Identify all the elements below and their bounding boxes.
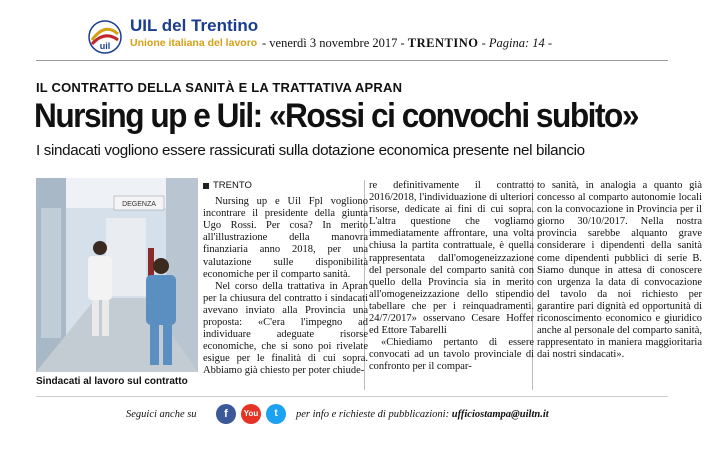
brand-subtitle: Unione italiana del lavoro: [130, 37, 258, 49]
publication-date: - venerdì 3 novembre 2017 -: [262, 36, 405, 50]
facebook-icon[interactable]: f: [216, 404, 236, 424]
dateline-text: TRENTO: [213, 180, 252, 191]
page-number: - Pagina: 14 -: [481, 36, 553, 50]
section-name: TRENTINO: [407, 36, 479, 50]
email-link[interactable]: ufficiostampa@uiltn.it: [451, 409, 549, 420]
dateline-marker-icon: [203, 183, 209, 189]
article-column-3: [537, 180, 702, 361]
article-column-2: [369, 180, 534, 374]
article-kicker: IL CONTRATTO DELLA SANITÀ E LA TRATTATIVA APRAN: [36, 80, 403, 95]
paragraph: Nel corso della trattativa in Apran per la chiusura del contratto i sindacati avevano inviato alla Provincia una proposta: «C'era l'impegno ad individuare adeguate risorse economiche, che si sono poi rivelate esigue per le finalità di cui sopra. Abbiamo già chiesto per poter chiude-: [203, 280, 368, 377]
logo-text: uil: [99, 41, 111, 51]
date-line: [262, 36, 552, 51]
article-column-1: [203, 180, 368, 378]
brand-name: UIL del Trentino: [130, 16, 259, 35]
degenza-sign: DEGENZA: [122, 201, 156, 208]
paragraph: Nursing up e Uil Fpl vogliono incontrare il presidente della giunta Ugo Rossi. Per cosa? In merito all'illustrazione della manovra finanziaria anno 2018, per una valutazione sulle disponibilità economiche per il comparto sanità.: [203, 196, 368, 280]
info-text: per info e richieste di pubblicazioni:: [296, 409, 450, 420]
youtube-icon[interactable]: You: [241, 404, 261, 424]
article-title: Nursing up e Uil: «Rossi ci convochi subito»: [34, 97, 638, 135]
header-divider: [36, 60, 668, 61]
footer-divider: [36, 396, 668, 397]
article-subtitle: I sindacati vogliono essere rassicurati sulla dotazione economica presente nel bilancio: [36, 142, 585, 159]
paragraph: «Chiediamo pertanto di essere convocati ad un tavolo provinciale di confronto per il compar-: [369, 337, 534, 373]
paragraph: re definitivamente il contratto 2016/2018, l'individuazione di ulteriori risorse, dedicate ai fini di cui sopra. L'altra questione che vogliamo immediatamente affrontare, una volta chiusa la partita contrattuale, è quella rappresentata dall'omogeneizzazione del personale del comparto sanità con quello della Provincia sia in merito all'omogeneizzazione dello stipendio tabellare che per i reinquadramenti. 24/7/2017» osservano Cesare Hoffer ed Ettore Tabarelli: [369, 180, 534, 337]
hospital-corridor-image: [36, 178, 198, 372]
article-photo: [36, 178, 198, 372]
dateline: [203, 180, 368, 192]
follow-us-text: Seguici anche su: [126, 409, 197, 420]
uil-logo: [88, 20, 122, 54]
paragraph: to sanità, in analogia a quanto già concesso al comparto autonomie locali con la convocazione in Provincia per il giorno 30/10/2017. Nella nostra provincia sarebbe alquanto grave considerare i dipendenti della sanità come dipendenti pubblici di serie B. Siamo dunque in attesa di conoscere con urgenza la data di convocazione del tavolo da noi richiesto per garantire pari dignità ed opportunità di riconoscimento economico e giuridico anche al personale del comparto sanità, rappresentato in maniera maggioritaria dai nostri sindacati».: [537, 180, 703, 361]
photo-caption: Sindacati al lavoro sul contratto: [36, 376, 188, 387]
info-line: [296, 409, 549, 420]
twitter-icon[interactable]: t: [266, 404, 286, 424]
